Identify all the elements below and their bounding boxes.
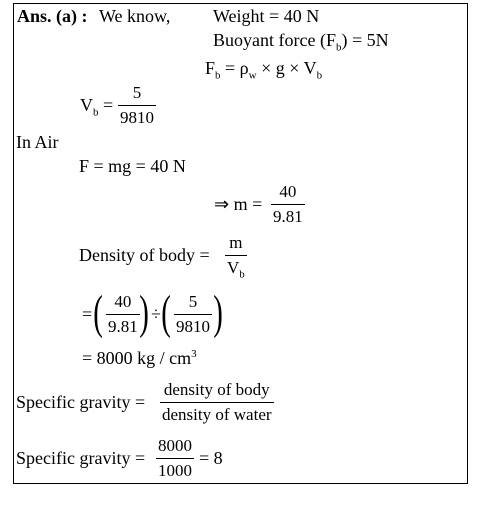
mass-fraction [271,182,305,227]
in-air-heading: In Air [16,132,59,152]
density-numerator: m [229,233,243,252]
mass-lhs: ⇒ m = [214,194,263,214]
divide-sign: ÷ [151,304,161,324]
density-fraction [225,233,247,281]
sg-result: = 8 [199,448,223,468]
right-paren-2: ) [213,286,223,339]
right-paren-1: ) [139,286,149,339]
buoyant-force-text: Buoyant force $(F_b) = 5N$ [213,30,389,54]
force-equation: F = mg = 40 N [79,156,186,176]
density-fraction-1: 40 9.81 [108,292,138,336]
density-label: Density of body = [79,245,210,265]
vb-denominator: 9810 [120,108,154,127]
density-result: = 8000 kg / $cm^3$ [82,348,197,368]
left-paren-1: ( [93,286,103,339]
answer-label: Ans. (a) : [17,6,88,26]
fb-equation: $F_b = \rho_w \times g \times V_b$ [205,58,323,82]
sg-fraction-1: density of body density of water [162,380,272,424]
left-paren-2: ( [161,286,171,339]
sg-label-1: Specific gravity = [16,392,146,412]
density-denominator: $V_b$ [227,258,245,281]
vb-lhs: $V_b$ = [80,95,114,119]
sg-label-2: Specific gravity = [16,448,146,468]
sg-fraction-2: 8000 1000 [158,436,192,480]
density-fraction-2: 5 9810 [176,292,210,336]
weight-text: Weight = 40 N [213,6,320,26]
intro-text: We know, [99,6,171,26]
vb-numerator: 5 [132,83,142,102]
vb-fraction [118,83,156,128]
mass-denominator: 9.81 [273,207,303,226]
density-calc-eq: = [82,304,93,324]
mass-numerator: 40 [279,182,297,201]
